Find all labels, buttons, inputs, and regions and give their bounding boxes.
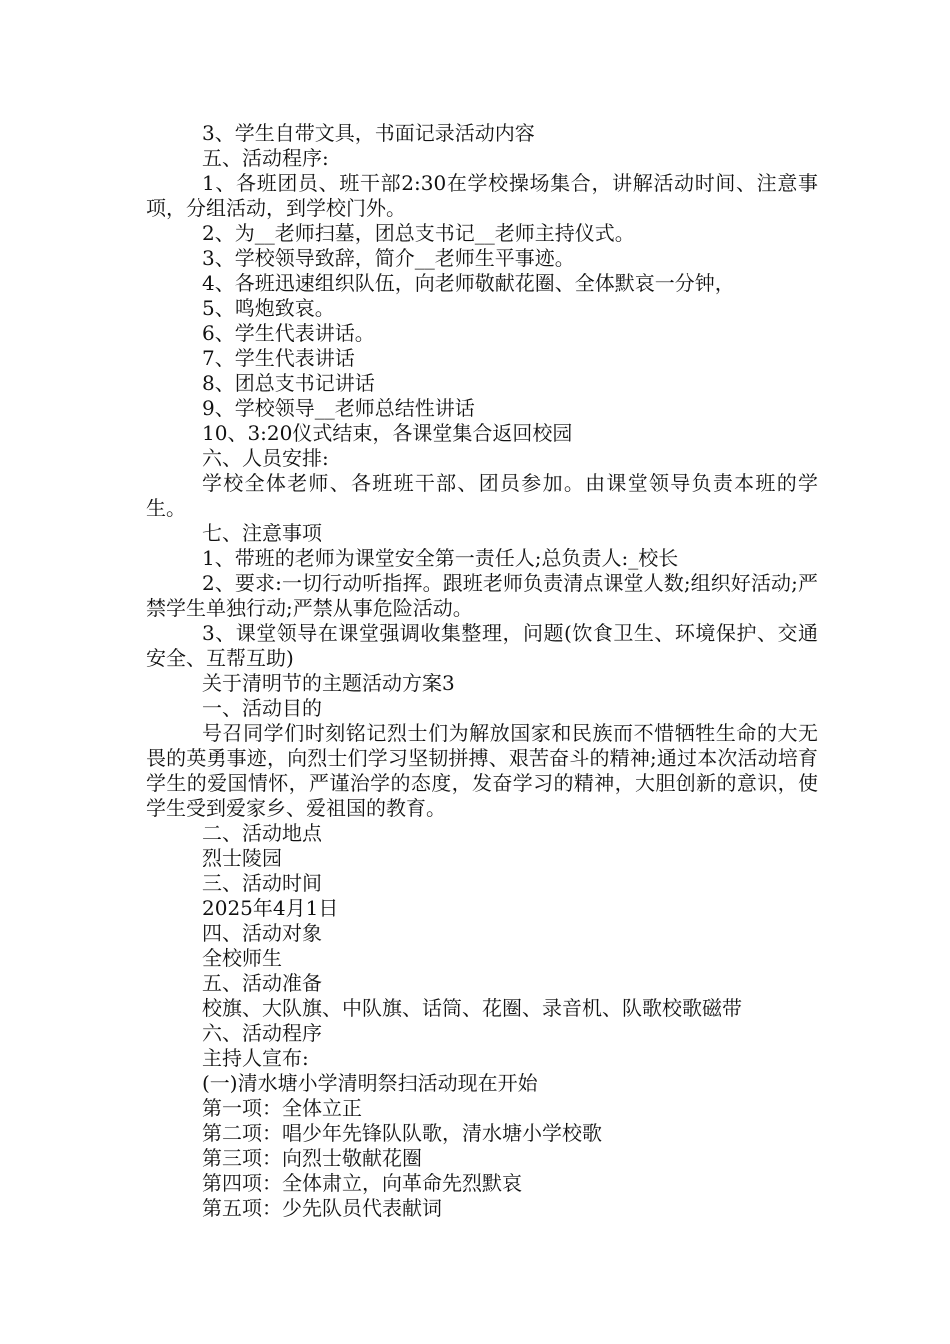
document-body [146,121,818,1221]
paragraph-item-2: 1、各班团员、班干部2:30在学校操场集合，讲解活动时间、注意事项，分组活动，到学校门外。 [146,171,818,220]
program-item-4: 第四项：全体肃立，向革命先烈默哀 [202,1171,522,1195]
paragraph-note-3: 3、课堂领导在课堂强调收集整理，问题(饮食卫生、环境保护、交通安全、互帮互助) [146,621,818,670]
paragraph-location: 烈士陵园 [202,846,282,870]
section-heading-location: 二、活动地点 [202,821,322,845]
paragraph-note-1: 1、带班的老师为课堂安全第一责任人;总负责人:_校长 [202,546,679,570]
section-heading-activity-procedure: 五、活动程序: [202,146,329,170]
section-heading-preparation: 五、活动准备 [202,971,322,995]
paragraph-audience: 全校师生 [202,946,282,970]
section-heading-purpose: 一、活动目的 [202,696,322,720]
paragraph-note-2: 2、要求:一切行动听指挥。跟班老师负责清点课堂人数;组织好活动;严禁学生单独行动;严禁从事危险活动。 [146,571,818,620]
paragraph-purpose: 号召同学们时刻铭记烈士们为解放国家和民族而不惜牺牲生命的大无畏的英勇事迹，向烈士们学习坚韧拼搏、艰苦奋斗的精神;通过本次活动培育学生的爱国情怀，严谨治学的态度，发奋学习的精神，大胆创新的意识，使学生受到爱家乡、爱祖国的教育。 [146,721,818,820]
program-item-1: 第一项：全体立正 [202,1096,362,1120]
paragraph-item-3: 2、为__老师扫墓，团总支书记__老师主持仪式。 [202,221,635,245]
paragraph-item-5: 4、各班迅速组织队伍，向老师敬献花圈、全体默哀一分钟， [202,271,735,295]
paragraph-item-6: 5、鸣炮致哀。 [202,296,335,320]
paragraph-item-4: 3、学校领导致辞，简介__老师生平事迹。 [202,246,575,270]
paragraph-item-8: 7、学生代表讲话 [202,346,355,370]
program-item-5: 第五项：少先队员代表献词 [202,1196,442,1220]
section-heading-procedure: 六、活动程序 [202,1021,322,1045]
program-item-3: 第三项：向烈士敬献花圈 [202,1146,422,1170]
paragraph-item-1: 3、学生自带文具，书面记录活动内容 [202,121,535,145]
paragraph-item-7: 6、学生代表讲话。 [202,321,375,345]
paragraph-item-11: 10、3:20仪式结束，各课堂集合返回校园 [202,421,573,445]
plan-title-3: 关于清明节的主题活动方案3 [202,671,455,695]
paragraph-host-announces: 主持人宣布: [202,1046,309,1070]
section-heading-notes: 七、注意事项 [202,521,322,545]
section-heading-time: 三、活动时间 [202,871,322,895]
program-item-2: 第二项：唱少年先锋队队歌，清水塘小学校歌 [202,1121,602,1145]
paragraph-time: 2025年4月1日 [202,896,339,920]
section-heading-staff-arrangement: 六、人员安排: [202,446,329,470]
paragraph-preparation: 校旗、大队旗、中队旗、话筒、花圈、录音机、队歌校歌磁带 [202,996,742,1020]
paragraph-item-9: 8、团总支书记讲话 [202,371,375,395]
paragraph-staff-arrangement: 学校全体老师、各班班干部、团员参加。由课堂领导负责本班的学生。 [146,471,818,520]
paragraph-item-10: 9、学校领导__老师总结性讲话 [202,396,475,420]
paragraph-opening: (一)清水塘小学清明祭扫活动现在开始 [202,1071,538,1095]
section-heading-audience: 四、活动对象 [202,921,322,945]
